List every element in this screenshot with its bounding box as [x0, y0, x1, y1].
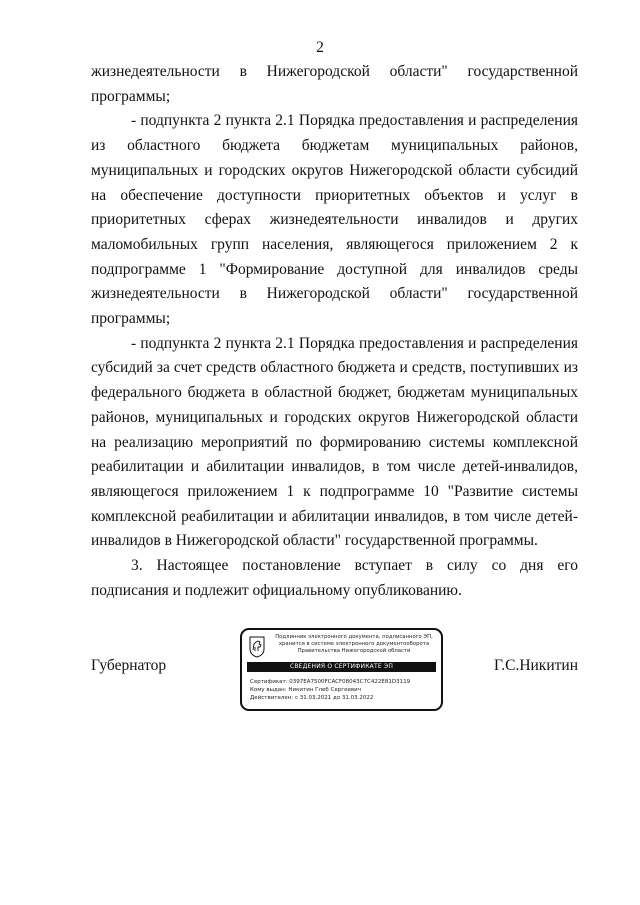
- valid-row: [250, 694, 438, 702]
- stamp-header: СВЕДЕНИЯ О СЕРТИФИКАТЕ ЭП: [247, 662, 436, 672]
- certificate-value: 0397EA7500FCACF08043C7C422E81D3119: [289, 679, 411, 685]
- stamp-notice: [268, 634, 440, 655]
- coat-of-arms-icon: [249, 636, 265, 658]
- signature-block: [91, 628, 578, 718]
- valid-label: Действителен:: [250, 695, 294, 701]
- paragraph-3: - подпункта 2 пункта 2.1 Порядка предоставления и распределения субсидий за счет средств областного бюджета и средств, поступивших из федерального бюджета в областной бюджет, бюджетам муниципальных районов, муниципальных и городских округов Нижегородской области на реализацию мероприятий по формированию системы комплексной реабилитации и абилитации инвалидов, в том числе детей-инвалидов, являющегося приложением 1 к подпрограмме 10 "Развитие системы комплексной реабилитации и абилитации инвалидов, в том числе детей-инвалидов в Нижегородской области" государственной программы.: [91, 334, 578, 550]
- paragraph-4: 3. Настоящее постановление вступает в силу со дня его подписания и подлежит официальному опубликованию.: [91, 557, 578, 599]
- issued-to-row: [250, 686, 438, 694]
- paragraph-2: - подпункта 2 пункта 2.1 Порядка предоставления и распределения из областного бюджета бюджетам муниципальных районов, муниципальных и городских округов Нижегородской области субсидий на обеспечение доступности приоритетных объектов и услуг в приоритетных сферах жизнедеятельности инвалидов и других маломобильных групп населения, являющегося приложением 2 к подпрограмме 1 "Формирование доступной для инвалидов среды жизнедеятельности в Нижегородской области" государственной программы;: [91, 112, 578, 328]
- paragraph-1: жизнедеятельности в Нижегородской области" государственной программы;: [91, 63, 578, 105]
- certificate-details: [250, 678, 438, 702]
- certificate-row: [250, 678, 438, 686]
- issued-to-value: Никитин Глеб Сергеевич: [288, 687, 361, 693]
- certificate-label: Сертификат:: [250, 679, 288, 685]
- stamp-notice-line-3: Правительства Нижегородской области: [297, 648, 411, 654]
- electronic-signature-stamp: [240, 628, 443, 711]
- stamp-notice-line-1: Подлинник электронного документа, подписанного ЭП,: [275, 634, 433, 640]
- page-number: 2: [316, 39, 324, 56]
- signatory-name: Г.С.Никитин: [494, 657, 578, 674]
- issued-to-label: Кому выдан:: [250, 687, 287, 693]
- stamp-notice-line-2: хранится в системе электронного документооборота: [278, 641, 430, 647]
- document-body: [91, 60, 578, 603]
- signatory-title: Губернатор: [91, 657, 167, 674]
- valid-value: с 31.03.2021 до 31.03.2022: [295, 695, 374, 701]
